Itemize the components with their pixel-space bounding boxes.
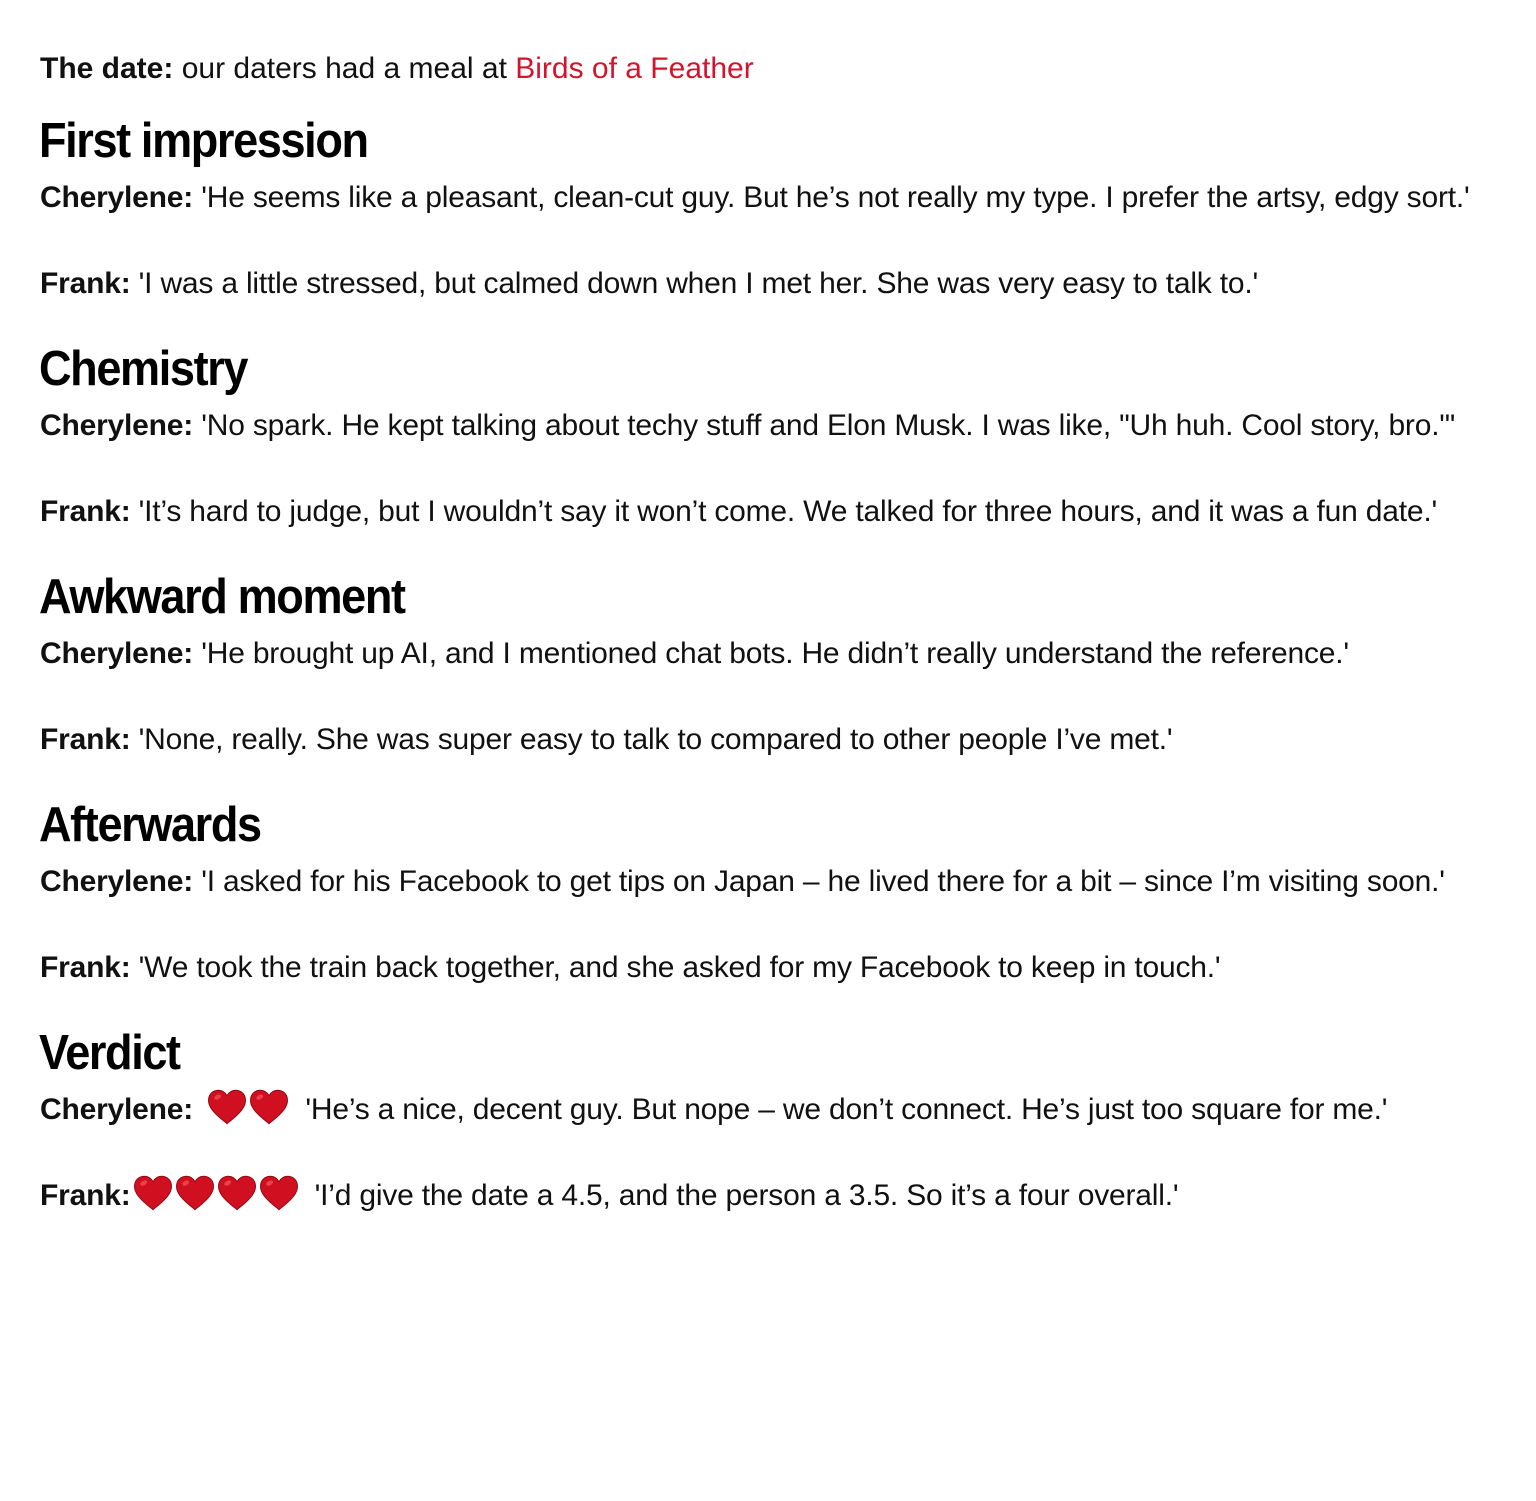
quote-frank	[40, 484, 1496, 540]
heart-icon	[133, 1175, 173, 1211]
quote-text: 'We took the train back together, and she asked for my Facebook to keep in touch.'	[138, 951, 1221, 984]
heart-rating	[133, 1175, 301, 1211]
quote-text: 'He’s a nice, decent guy. But nope – we don’t connect. He’s just too square for me.'	[305, 1093, 1388, 1126]
speaker-name: Cherylene:	[40, 1093, 194, 1126]
date-intro	[40, 50, 1496, 88]
quote-cherylene	[40, 1082, 1496, 1138]
quote-cherylene	[40, 170, 1496, 226]
quote-cherylene	[40, 398, 1496, 454]
quote-frank	[40, 1168, 1496, 1224]
quote-text: 'I was a little stressed, but calmed down when I met her. She was very easy to talk to.'	[138, 267, 1259, 300]
speaker-name: Cherylene:	[40, 181, 194, 214]
speaker-name: Frank:	[40, 1179, 131, 1212]
section-heading: Awkward moment	[39, 570, 405, 624]
section-heading: Chemistry	[39, 342, 248, 396]
speaker-name: Frank:	[40, 267, 131, 300]
quote-cherylene	[40, 626, 1496, 682]
quote-text: 'I asked for his Facebook to get tips on Japan – he lived there for a bit – since I’m visiting soon.'	[201, 865, 1445, 898]
section-heading: Verdict	[39, 1026, 180, 1080]
date-text: our daters had a meal at	[181, 52, 507, 85]
quote-frank	[40, 712, 1496, 768]
quote-frank	[40, 256, 1496, 312]
quote-text: 'No spark. He kept talking about techy stuff and Elon Musk. I was like, "Uh huh. Cool story, bro."'	[201, 409, 1456, 442]
quote-text: 'I’d give the date a 4.5, and the person a 3.5. So it’s a four overall.'	[314, 1179, 1179, 1212]
speaker-name: Frank:	[40, 495, 131, 528]
quote-frank	[40, 940, 1496, 996]
section-first-impression	[40, 114, 1496, 312]
section-verdict	[40, 1026, 1496, 1224]
section-awkward-moment	[40, 570, 1496, 768]
speaker-name: Cherylene:	[40, 409, 194, 442]
section-chemistry	[40, 342, 1496, 540]
heart-icon	[217, 1175, 257, 1211]
quote-text: 'It’s hard to judge, but I wouldn’t say it won’t come. We talked for three hours, and it was a fun date.'	[138, 495, 1438, 528]
heart-icon	[207, 1089, 247, 1125]
speaker-name: Cherylene:	[40, 865, 194, 898]
quote-cherylene	[40, 854, 1496, 910]
heart-rating	[207, 1089, 291, 1125]
quote-text: 'He brought up AI, and I mentioned chat bots. He didn’t really understand the reference.'	[201, 637, 1349, 670]
heart-icon	[175, 1175, 215, 1211]
section-afterwards	[40, 798, 1496, 996]
section-heading: Afterwards	[39, 798, 261, 852]
venue-link[interactable]: Birds of a Feather	[515, 52, 754, 85]
speaker-name: Frank:	[40, 951, 131, 984]
heart-icon	[249, 1089, 289, 1125]
heart-icon	[259, 1175, 299, 1211]
quote-text: 'He seems like a pleasant, clean-cut guy. But he’s not really my type. I prefer the artsy, edgy sort.'	[201, 181, 1470, 214]
date-label: The date:	[40, 52, 174, 85]
quote-text: 'None, really. She was super easy to talk to compared to other people I’ve met.'	[138, 723, 1173, 756]
speaker-name: Frank:	[40, 723, 131, 756]
speaker-name: Cherylene:	[40, 637, 194, 670]
section-heading: First impression	[39, 114, 368, 168]
